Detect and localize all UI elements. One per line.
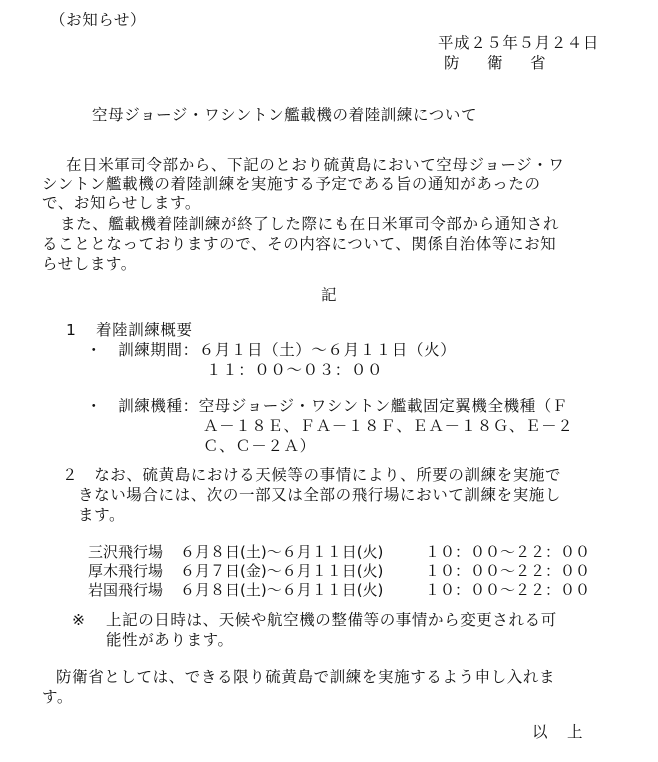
schedule-row [88, 560, 618, 578]
notice-label: （お知らせ） [50, 11, 147, 29]
issue-date: 平成２５年５月２４日 [438, 34, 600, 52]
body-para1-line3: で、お知らせします。 [42, 194, 201, 212]
body-para1-line1: 在日米軍司令部から、下記のとおり硫黄島において空母ジョージ・ワ [66, 156, 565, 174]
training-time: １１：００～０３：００ [206, 361, 384, 379]
note-line2: 能性があります。 [106, 631, 234, 649]
airfield-name: 三沢飛行場 [88, 543, 164, 561]
section2-line1: ２ なお、硫黄島における天候等の事情により、所要の訓練を実施で [62, 466, 562, 484]
airfield-name: 岩国飛行場 [88, 581, 164, 599]
section1-heading: 着陸訓練概要 [96, 321, 193, 339]
note-mark: ※ [72, 611, 86, 629]
airfield-time: １０：００～２２：００ [425, 581, 591, 599]
airfield-time: １０：００～２２：００ [425, 543, 591, 561]
schedule-row [88, 579, 618, 597]
end-mark: 以 上 [532, 723, 585, 741]
section2-line3: ます。 [78, 506, 126, 524]
body-para2-line2: ることとなっておりますので、その内容について、関係自治体等にお知 [42, 235, 557, 253]
airfield-dates: ６月８日(土)～６月１１日(火) [180, 543, 384, 561]
section1-number: 1 [66, 321, 77, 339]
aircraft-types-line2: Ａ－１８Ｅ、ＦＡ－１８Ｆ、ＥＡ－１８Ｇ、Ｅ－２ [203, 417, 574, 435]
airfield-name: 厚木飛行場 [88, 562, 164, 580]
note-line1: 上記の日時は、天候や航空機の整備等の事情から変更される可 [106, 611, 557, 629]
issuer: 防 衛 省 [444, 54, 552, 72]
body-para2-line3: らせします。 [42, 255, 137, 273]
closing-line1: 防衛省としては、できる限り硫黄島で訓練を実施するよう申し入れま [56, 668, 556, 686]
ki-marker: 記 [321, 286, 338, 304]
airfield-time: １０：００～２２：００ [425, 562, 591, 580]
body-para1-line2: シントン艦載機の着陸訓練を実施する予定である旨の通知があったの [42, 175, 541, 193]
document-title: 空母ジョージ・ワシントン艦載機の着陸訓練について [92, 106, 478, 124]
training-period: ・ 訓練期間：６月１日（土）～６月１１日（火） [86, 341, 457, 359]
closing-line2: す。 [42, 688, 73, 706]
aircraft-types-line1: ・ 訓練機種：空母ジョージ・ワシントン艦載固定翼機全機種（Ｆ [86, 397, 568, 415]
airfield-dates: ６月７日(金)～６月１１日(火) [180, 562, 384, 580]
aircraft-types-line3: Ｃ、Ｃ－２Ａ） [203, 437, 316, 455]
body-para2-line1: また、艦載機着陸訓練が終了した際にも在日米軍司令部から通知され [60, 215, 560, 233]
section2-line2: きない場合には、次の一部又は全部の飛行場において訓練を実施し [78, 486, 562, 504]
airfield-dates: ６月８日(土)～６月１１日(火) [180, 581, 384, 599]
schedule-row [88, 541, 618, 559]
